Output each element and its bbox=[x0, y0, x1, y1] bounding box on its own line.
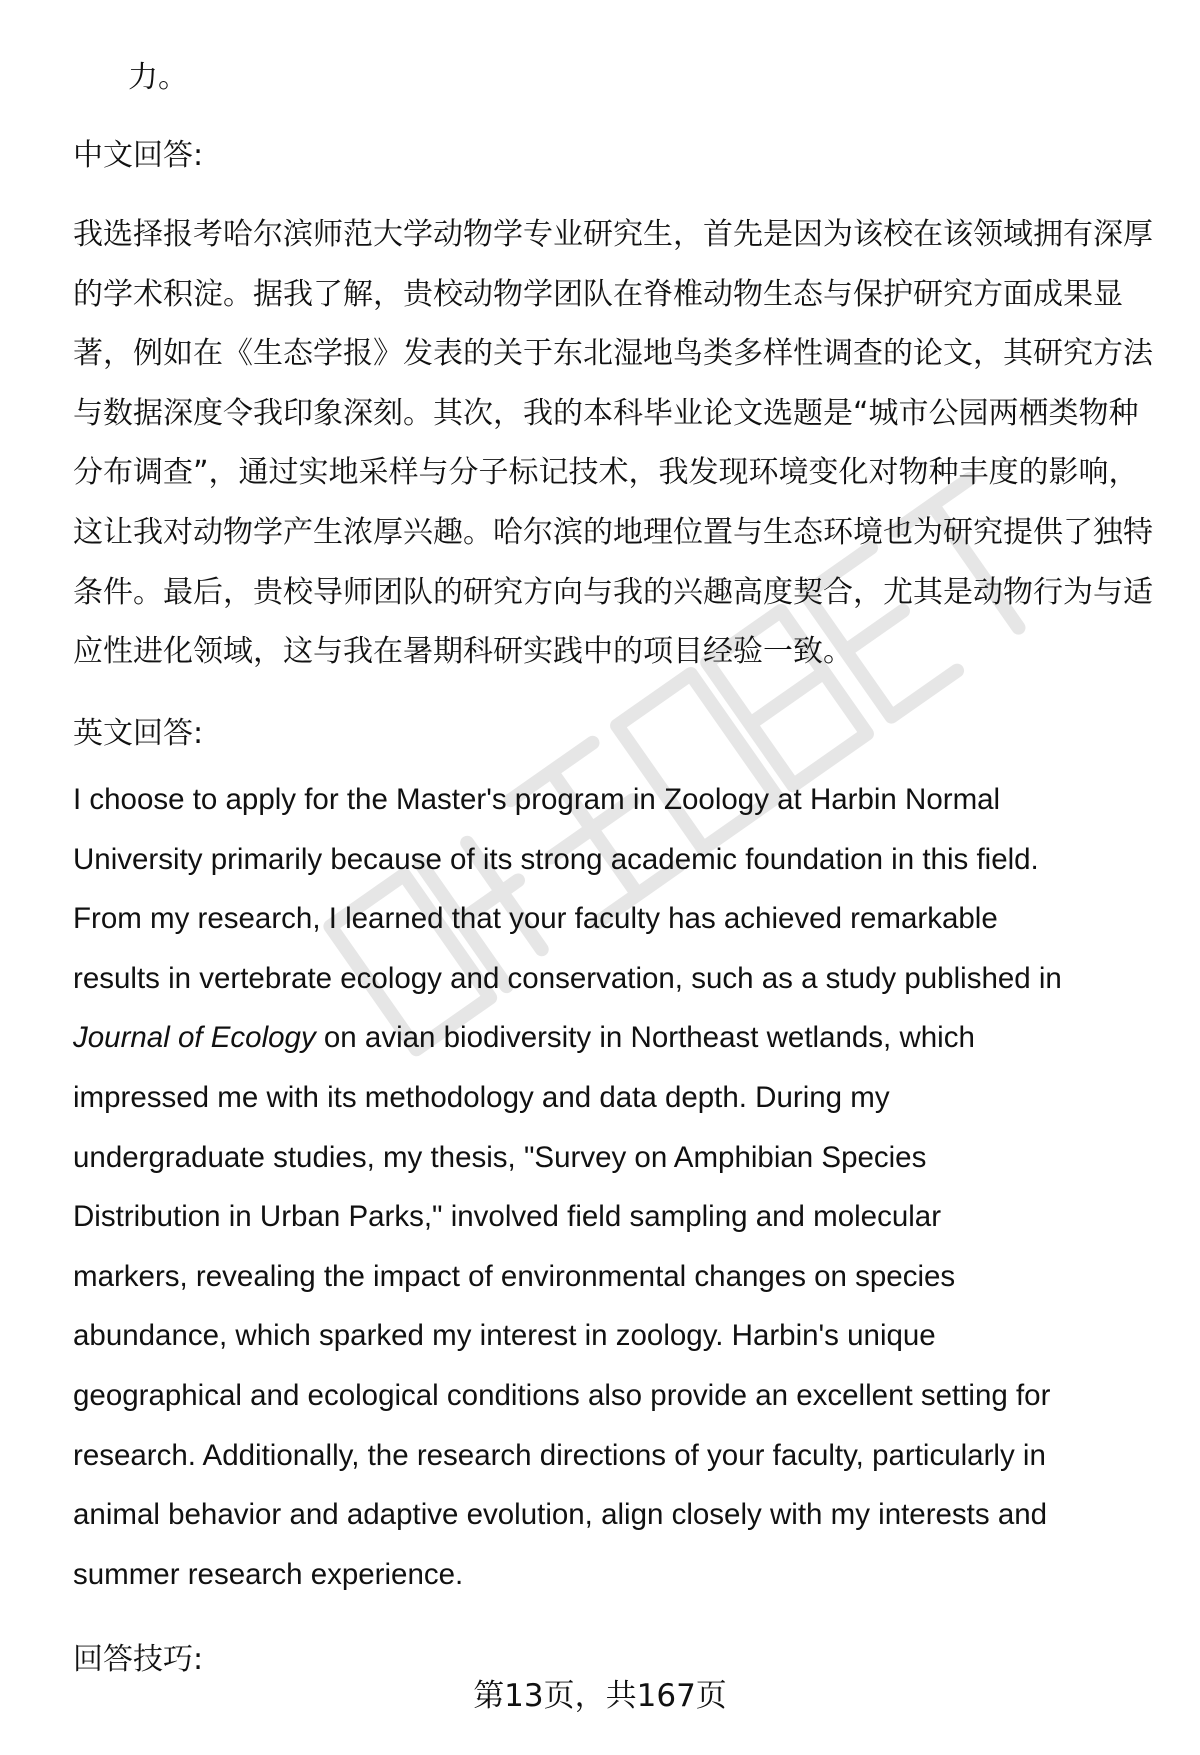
chinese-answer-line: 这让我对动物学产生浓厚兴趣。哈尔滨的地理位置与生态环境也为研究提供了独特 bbox=[73, 514, 1153, 550]
tips-label: 回答技巧: bbox=[73, 1642, 204, 1677]
english-answer-paragraph bbox=[73, 770, 1163, 1604]
chinese-answer-paragraph bbox=[73, 205, 1153, 682]
english-answer-line: undergraduate studies, my thesis, "Survey on Amphibian Species bbox=[73, 1140, 927, 1174]
chinese-answer-line: 条件。最后，贵校导师团队的研究方向与我的兴趣高度契合，尤其是动物行为与适 bbox=[73, 574, 1153, 610]
english-answer-line: impressed me with its methodology and data depth. During my bbox=[73, 1080, 890, 1114]
english-answer-line: geographical and ecological conditions also provide an excellent setting for bbox=[73, 1378, 1051, 1412]
continuation-text: 力。 bbox=[128, 60, 188, 95]
journal-line-rest: on avian biodiversity in Northeast wetlands, which bbox=[315, 1021, 975, 1055]
english-answer-line: animal behavior and adaptive evolution, align closely with my interests and bbox=[73, 1498, 1048, 1532]
chinese-answer-line: 我选择报考哈尔滨师范大学动物学专业研究生，首先是因为该校在该领域拥有深厚 bbox=[73, 217, 1153, 252]
chinese-answer-line: 的学术积淀。据我了解，贵校动物学团队在脊椎动物生态与保护研究方面成果显 bbox=[73, 276, 1123, 312]
chinese-answer-line: 应性进化领域，这与我在暑期科研实践中的项目经验一致。 bbox=[73, 634, 853, 670]
english-answer-line: From my research, I learned that your faculty has achieved remarkable bbox=[73, 902, 998, 936]
english-answer-line-journal bbox=[73, 1008, 1163, 1068]
english-answer-line: University primarily because of its strong academic foundation in this field. bbox=[73, 842, 1039, 876]
english-answer-line: summer research experience. bbox=[73, 1557, 464, 1591]
chinese-answer-line: 与数据深度令我印象深刻。其次，我的本科毕业论文选题是“城市公园两栖类物种 bbox=[73, 395, 1139, 431]
chinese-answer-line: 分布调查”，通过实地采样与分子标记技术，我发现环境变化对物种丰度的影响， bbox=[73, 455, 1139, 491]
chinese-answer-label: 中文回答: bbox=[73, 138, 204, 173]
english-answer-line: Distribution in Urban Parks," involved field sampling and molecular bbox=[73, 1200, 942, 1234]
page-footer: 第13页，共167页 bbox=[473, 1678, 727, 1714]
chinese-answer-line: 著，例如在《生态学报》发表的关于东北湿地鸟类多样性调查的论文，其研究方法 bbox=[73, 336, 1153, 372]
english-answer-label: 英文回答: bbox=[73, 716, 204, 751]
journal-title: Journal of Ecology bbox=[73, 1021, 316, 1055]
english-answer-line: results in vertebrate ecology and conservation, such as a study published in bbox=[73, 961, 1062, 995]
english-answer-line: I choose to apply for the Master's program in Zoology at Harbin Normal bbox=[73, 783, 1001, 816]
english-answer-line: research. Additionally, the research directions of your faculty, particularly in bbox=[73, 1438, 1046, 1472]
english-answer-line: markers, revealing the impact of environmental changes on species bbox=[73, 1259, 956, 1293]
english-answer-line: abundance, which sparked my interest in zoology. Harbin's unique bbox=[73, 1319, 936, 1353]
